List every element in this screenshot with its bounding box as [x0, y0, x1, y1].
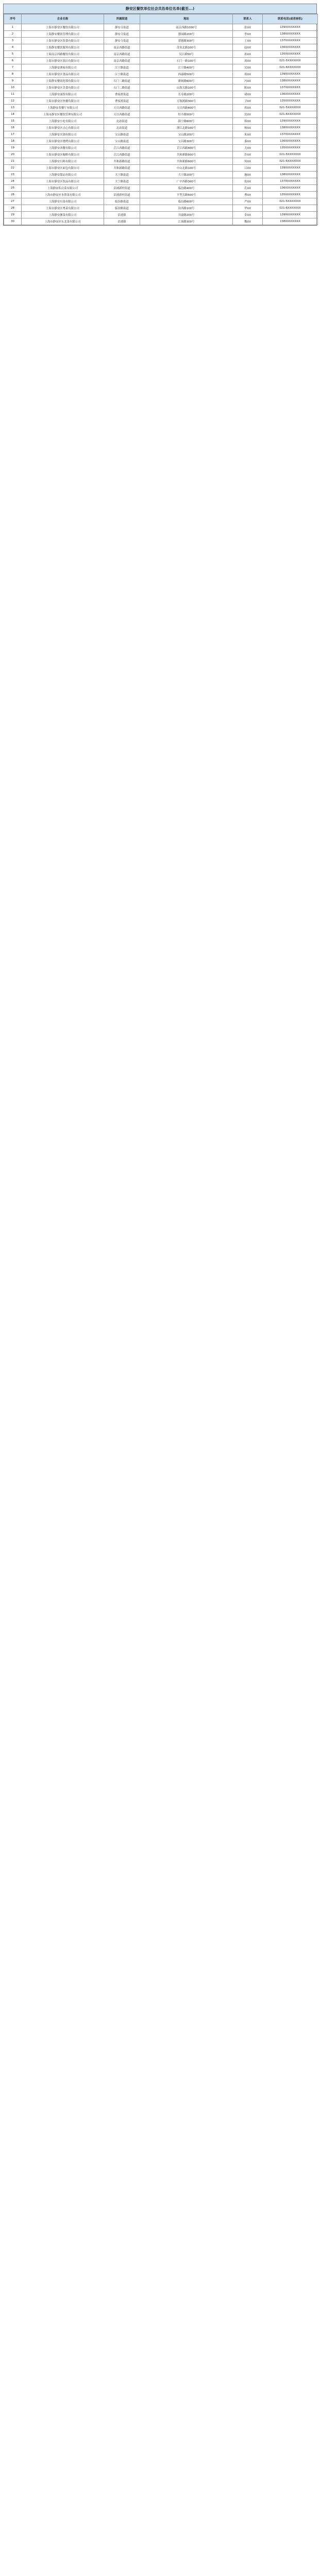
table-row	[4, 125, 318, 131]
table-row	[4, 84, 318, 91]
cell-phone: 021-5XXXXXXX	[263, 58, 318, 64]
table-row	[4, 64, 318, 71]
cell-address: 海宁路600号	[140, 118, 233, 125]
cell-contact: 沈XX	[233, 111, 263, 118]
cell-street: 彭浦新村街道	[104, 192, 140, 198]
cell-street: 南京西路街道	[104, 58, 140, 64]
cell-company: 上海市静安区食品有限公司	[22, 71, 104, 78]
table-row	[4, 178, 318, 185]
table-row	[4, 91, 318, 98]
cell-company: 上海静安小吃有限公司	[22, 118, 104, 125]
cell-street: 彭浦镇	[104, 212, 140, 218]
cell-phone: 021-5XXXXXXX	[263, 105, 318, 111]
cell-company: 上海市静安区快餐有限公司	[22, 98, 104, 105]
header-phone: 联系电话(或者座机)	[263, 14, 318, 24]
cell-company: 上海市静安区美食有限公司	[22, 84, 104, 91]
cell-phone: 138XXXXXXXX	[263, 31, 318, 38]
cell-contact: 张XX	[233, 178, 263, 185]
cell-phone: 021-5XXXXXXX	[263, 198, 318, 205]
cell-phone: 138XXXXXXXX	[263, 78, 318, 84]
table-row	[4, 31, 318, 38]
cell-index: 18	[4, 138, 22, 145]
cell-address: 共和新路600号	[140, 158, 233, 165]
cell-street: 大宁路街道	[104, 172, 140, 178]
header-company: 企业名称	[22, 14, 104, 24]
table-row	[4, 218, 318, 225]
cell-company: 上海静安私房菜有限公司	[22, 185, 104, 192]
cell-index: 8	[4, 71, 22, 78]
cell-phone: 135XXXXXXXX	[263, 145, 318, 151]
cell-company: 上海静安茶餐厅有限公司	[22, 105, 104, 111]
cell-street: 芷江西路街道	[104, 145, 140, 151]
cell-street: 南京西路街道	[104, 44, 140, 51]
cell-company: 上海市静安区饭店有限公司	[22, 58, 104, 64]
cell-address: 石门一路100号	[140, 58, 233, 64]
cell-company: 上海静安川菜有限公司	[22, 198, 104, 205]
cell-address: 常德路300号	[140, 38, 233, 44]
cell-address: 广中西路300号	[140, 178, 233, 185]
cell-street: 大宁路街道	[104, 178, 140, 185]
cell-company: 上海市静安区点心有限公司	[22, 125, 104, 131]
cell-address: 平型关路500号	[140, 192, 233, 198]
cell-street: 石门二路街道	[104, 78, 140, 84]
cell-address: 大宁路200号	[140, 172, 233, 178]
cell-index: 10	[4, 84, 22, 91]
cell-company: 上海静安火锅有限公司	[22, 131, 104, 138]
cell-index: 22	[4, 165, 22, 172]
cell-index: 15	[4, 118, 22, 125]
cell-company: 上海市静安区饮品有限公司	[22, 178, 104, 185]
cell-address: 恒丰路500号	[140, 111, 233, 118]
cell-company: 上海市静安区东北菜有限公司	[22, 218, 104, 225]
table-row	[4, 185, 318, 192]
table-row	[4, 24, 318, 31]
cell-address: 新闸路600号	[140, 78, 233, 84]
cell-company: 上海静安餐饮服务有限公司	[22, 44, 104, 51]
cell-street: 彭浦新村街道	[104, 185, 140, 192]
cell-company: 上海静安甜品有限公司	[22, 172, 104, 178]
cell-company: 上海静安面馆有限公司	[22, 91, 104, 98]
cell-phone: 135XXXXXXXX	[263, 98, 318, 105]
cell-company: 上海静安日料有限公司	[22, 158, 104, 165]
cell-contact: 王XX	[233, 38, 263, 44]
cell-index: 21	[4, 158, 22, 165]
cell-street: 静安寺街道	[104, 31, 140, 38]
cell-company: 上海静安餐饮管理有限公司	[22, 31, 104, 38]
cell-contact: 施XX	[233, 172, 263, 178]
cell-address: 浙江北路100号	[140, 125, 233, 131]
cell-phone: 138XXXXXXXX	[263, 218, 318, 225]
cell-phone: 138XXXXXXXX	[263, 125, 318, 131]
cell-street: 江宁路街道	[104, 71, 140, 78]
cell-address: 吴江路50号	[140, 51, 233, 58]
cell-address: 临汾路400号	[140, 185, 233, 192]
cell-phone: 137XXXXXXXX	[263, 84, 318, 91]
company-table	[4, 14, 318, 225]
table-header-row	[4, 14, 318, 24]
cell-contact: 吕XX	[233, 165, 263, 172]
cell-contact: 郑XX	[233, 71, 263, 78]
cell-contact: 杨XX	[233, 125, 263, 131]
cell-phone: 136XXXXXXXX	[263, 138, 318, 145]
cell-index: 25	[4, 185, 22, 192]
cell-index: 6	[4, 58, 22, 64]
cell-street: 共和新路街道	[104, 158, 140, 165]
cell-index: 30	[4, 218, 22, 225]
cell-street: 石门二路街道	[104, 84, 140, 91]
cell-index: 1	[4, 24, 22, 31]
table-row	[4, 198, 318, 205]
table-row	[4, 165, 318, 172]
cell-street: 天目西路街道	[104, 105, 140, 111]
cell-street: 临汾路街道	[104, 198, 140, 205]
document-title: 静安区餐饮单位社会共治单位名单(截至...)	[4, 4, 316, 14]
table-row	[4, 51, 318, 58]
cell-index: 13	[4, 105, 22, 111]
cell-index: 26	[4, 192, 22, 198]
cell-index: 4	[4, 44, 22, 51]
cell-contact: 褚XX	[233, 91, 263, 98]
cell-street: 天目西路街道	[104, 111, 140, 118]
cell-company: 上海静安酒家有限公司	[22, 64, 104, 71]
table-row	[4, 38, 318, 44]
table-row	[4, 58, 318, 64]
cell-contact: 孙XX	[233, 51, 263, 58]
cell-street: 曹家渡街道	[104, 91, 140, 98]
cell-contact: 尤XX	[233, 145, 263, 151]
cell-phone: 138XXXXXXXX	[263, 172, 318, 178]
cell-contact: 李XX	[233, 31, 263, 38]
cell-phone: 021-6XXXXXXX	[263, 64, 318, 71]
cell-address: 宝山路200号	[140, 131, 233, 138]
cell-contact: 蒋XX	[233, 105, 263, 111]
cell-street: 宝山路街道	[104, 131, 140, 138]
cell-phone: 139XXXXXXXX	[263, 71, 318, 78]
cell-company: 上海静安湘菜有限公司	[22, 212, 104, 218]
cell-phone: 139XXXXXXXX	[263, 212, 318, 218]
cell-address: 长寿路200号	[140, 91, 233, 98]
cell-phone: 021-6XXXXXXX	[263, 158, 318, 165]
cell-index: 28	[4, 205, 22, 212]
cell-street: 北站街道	[104, 118, 140, 125]
cell-address: 西康路500号	[140, 71, 233, 78]
cell-index: 9	[4, 78, 22, 84]
cell-company: 上海市静安区饮食有限公司	[22, 38, 104, 44]
cell-index: 11	[4, 91, 22, 98]
cell-contact: 曹XX	[233, 192, 263, 198]
table-row	[4, 212, 318, 218]
cell-address: 宝昌路300号	[140, 138, 233, 145]
cell-phone: 021-6XXXXXXX	[263, 111, 318, 118]
cell-index: 2	[4, 31, 22, 38]
cell-contact: 严XX	[233, 198, 263, 205]
header-contact: 联系人	[233, 14, 263, 24]
cell-phone: 135XXXXXXXX	[263, 192, 318, 198]
cell-phone: 136XXXXXXXX	[263, 44, 318, 51]
cell-address: 芷江西路400号	[140, 145, 233, 151]
cell-index: 5	[4, 51, 22, 58]
cell-address: 临汾路600号	[140, 198, 233, 205]
cell-index: 23	[4, 172, 22, 178]
cell-address: 江场路300号	[140, 218, 233, 225]
table-row	[4, 111, 318, 118]
cell-address: 共康路200号	[140, 212, 233, 218]
cell-phone: 021-6XXXXXXX	[263, 205, 318, 212]
cell-contact: 魏XX	[233, 218, 263, 225]
cell-address: 愚园路200号	[140, 31, 233, 38]
cell-company: 上海市静安区粤菜有限公司	[22, 205, 104, 212]
cell-street: 彭浦镇	[104, 218, 140, 225]
cell-contact: 冯XX	[233, 78, 263, 84]
cell-contact: 许XX	[233, 151, 263, 158]
cell-company: 上海市静安区本帮菜有限公司	[22, 192, 104, 198]
table-row	[4, 138, 318, 145]
cell-street: 北站街道	[104, 125, 140, 131]
cell-contact: 朱XX	[233, 131, 263, 138]
table-row	[4, 192, 318, 198]
cell-contact: 卫XX	[233, 98, 263, 105]
cell-address: 汾西路100号	[140, 205, 233, 212]
cell-address: 天目西路400号	[140, 105, 233, 111]
cell-company: 上海市静安区餐饮管理有限公司	[22, 111, 104, 118]
cell-index: 29	[4, 212, 22, 218]
table-row	[4, 158, 318, 165]
cell-address: 中山北路100号	[140, 165, 233, 172]
cell-company: 上海南京西路餐饮有限公司	[22, 51, 104, 58]
cell-index: 14	[4, 111, 22, 118]
table-row	[4, 151, 318, 158]
cell-company: 上海市静安区面包有限公司	[22, 165, 104, 172]
cell-company: 上海市静安区餐饮有限公司	[22, 24, 104, 31]
cell-index: 16	[4, 125, 22, 131]
cell-contact: 秦XX	[233, 138, 263, 145]
cell-address: 茂名北路100号	[140, 44, 233, 51]
table-row	[4, 78, 318, 84]
cell-street: 芷江西路街道	[104, 151, 140, 158]
cell-company: 上海静安西餐有限公司	[22, 145, 104, 151]
table-row	[4, 98, 318, 105]
cell-street: 曹家渡街道	[104, 98, 140, 105]
cell-address: 南京西路1000号	[140, 24, 233, 31]
cell-company: 上海静安餐饮连锁有限公司	[22, 78, 104, 84]
header-index: 序号	[4, 14, 22, 24]
table-row	[4, 118, 318, 125]
cell-contact: 周XX	[233, 58, 263, 64]
header-street: 所属街道	[104, 14, 140, 24]
cell-phone: 139XXXXXXXX	[263, 118, 318, 125]
cell-contact: 何XX	[233, 158, 263, 165]
table-row	[4, 145, 318, 151]
table-body	[4, 24, 318, 225]
cell-index: 3	[4, 38, 22, 44]
cell-street: 临汾路街道	[104, 205, 140, 212]
cell-street: 江宁路街道	[104, 64, 140, 71]
cell-address: 江宁路400号	[140, 64, 233, 71]
cell-phone: 135XXXXXXXX	[263, 51, 318, 58]
cell-address: 山海关路100号	[140, 84, 233, 91]
cell-index: 12	[4, 98, 22, 105]
cell-phone: 021-5XXXXXXX	[263, 151, 318, 158]
cell-street: 静安寺街道	[104, 38, 140, 44]
cell-contact: 陈XX	[233, 84, 263, 91]
table-row	[4, 44, 318, 51]
cell-street: 共和新路街道	[104, 165, 140, 172]
cell-contact: 韩XX	[233, 118, 263, 125]
cell-street: 南京西路街道	[104, 51, 140, 58]
cell-company: 上海市静安区咖啡有限公司	[22, 151, 104, 158]
cell-phone: 139XXXXXXXX	[263, 24, 318, 31]
cell-address: 万航渡路300号	[140, 98, 233, 105]
cell-phone: 136XXXXXXXX	[263, 185, 318, 192]
cell-contact: 张XX	[233, 24, 263, 31]
cell-phone: 137XXXXXXXX	[263, 131, 318, 138]
cell-street: 静安寺街道	[104, 24, 140, 31]
table-row	[4, 105, 318, 111]
header-address: 地址	[140, 14, 233, 24]
table-row	[4, 131, 318, 138]
cell-phone: 136XXXXXXXX	[263, 91, 318, 98]
table-row	[4, 172, 318, 178]
cell-company: 上海市静安区烧烤有限公司	[22, 138, 104, 145]
cell-contact: 赵XX	[233, 44, 263, 51]
cell-index: 27	[4, 198, 22, 205]
cell-phone: 137XXXXXXXX	[263, 38, 318, 44]
cell-address: 共和新路500号	[140, 151, 233, 158]
cell-index: 19	[4, 145, 22, 151]
cell-street: 宝山路街道	[104, 138, 140, 145]
cell-phone: 139XXXXXXXX	[263, 165, 318, 172]
cell-contact: 吴XX	[233, 64, 263, 71]
cell-phone: 137XXXXXXXX	[263, 178, 318, 185]
cell-index: 24	[4, 178, 22, 185]
table-row	[4, 205, 318, 212]
document-sheet	[3, 4, 317, 226]
cell-contact: 金XX	[233, 212, 263, 218]
table-row	[4, 71, 318, 78]
cell-index: 17	[4, 131, 22, 138]
cell-contact: 孔XX	[233, 185, 263, 192]
cell-index: 20	[4, 151, 22, 158]
cell-index: 7	[4, 64, 22, 71]
cell-contact: 华XX	[233, 205, 263, 212]
